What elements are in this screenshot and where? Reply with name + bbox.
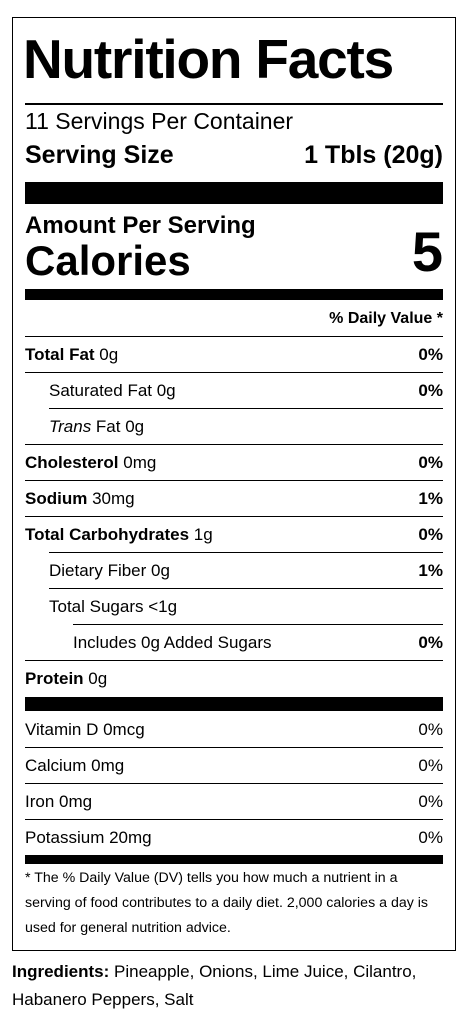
row-divider bbox=[25, 516, 443, 517]
daily-value-footnote: * The % Daily Value (DV) tells you how much a nutrient in a serving of food contributes to a daily diet. 2,000 calories a day is used for general nutrition advice. bbox=[25, 870, 428, 936]
nutrient-name: Total Sugars <1g bbox=[49, 597, 178, 616]
nutrient-dv: 0% bbox=[418, 525, 443, 544]
nutrient-dv: 0% bbox=[418, 345, 443, 364]
serving-size bbox=[25, 141, 443, 170]
nutrient-name: Trans Fat 0g bbox=[49, 417, 145, 436]
nutrient-row-sodium bbox=[25, 480, 443, 516]
vitamin-dv: 0% bbox=[418, 792, 443, 811]
nutrient-dv: 0% bbox=[418, 633, 443, 652]
nutrient-name: Saturated Fat 0g bbox=[49, 381, 176, 400]
nutrient-dv: 0% bbox=[418, 453, 443, 472]
vitamin-name: Calcium 0mg bbox=[25, 756, 125, 775]
serving-size-label: Serving Size bbox=[25, 141, 174, 169]
vitamin-name: Iron 0mg bbox=[25, 792, 93, 811]
row-divider bbox=[25, 372, 443, 373]
servings-per-container: 11 Servings Per Container bbox=[25, 108, 294, 134]
row-divider bbox=[25, 660, 443, 661]
thick-divider-footnote bbox=[25, 855, 443, 864]
nutrient-row-total-sugars bbox=[25, 588, 443, 624]
nutrient-name: Sodium 30mg bbox=[25, 489, 135, 508]
nutrient-row-total-carbohydrates bbox=[25, 516, 443, 552]
nutrient-name: Total Fat 0g bbox=[25, 345, 119, 364]
calories-label: Calories bbox=[25, 237, 191, 284]
nutrient-row-protein bbox=[25, 660, 443, 696]
row-divider bbox=[49, 552, 443, 553]
nutrient-row-saturated-fat bbox=[25, 372, 443, 408]
nutrient-name: Total Carbohydrates 1g bbox=[25, 525, 213, 544]
vitamin-dv: 0% bbox=[418, 756, 443, 775]
row-divider bbox=[73, 624, 443, 625]
nutrient-dv: 0% bbox=[418, 381, 443, 400]
nutrient-row-total-fat bbox=[25, 336, 443, 372]
vitamin-row-vitamin-d bbox=[25, 711, 443, 747]
calories-value: 5 bbox=[411, 220, 443, 283]
serving-size-value: 1 Tbls (20g) bbox=[304, 141, 443, 169]
panel-title: Nutrition Facts bbox=[23, 28, 394, 90]
nutrient-dv: 1% bbox=[418, 561, 443, 580]
nutrient-row-cholesterol bbox=[25, 444, 443, 480]
nutrient-row-dietary-fiber bbox=[25, 552, 443, 588]
thick-divider-calories bbox=[25, 289, 443, 300]
ingredients-statement bbox=[12, 958, 462, 1014]
row-divider bbox=[49, 588, 443, 589]
title-divider bbox=[25, 103, 443, 105]
nutrient-name: Dietary Fiber 0g bbox=[49, 561, 170, 580]
vitamin-dv: 0% bbox=[418, 828, 443, 847]
nutrition-facts-panel bbox=[12, 17, 456, 951]
nutrient-dv: 1% bbox=[418, 489, 443, 508]
row-divider bbox=[25, 444, 443, 445]
vitamin-dv: 0% bbox=[418, 720, 443, 739]
nutrient-row-added-sugars bbox=[25, 624, 443, 660]
row-divider bbox=[25, 819, 443, 820]
nutrient-name: Includes 0g Added Sugars bbox=[73, 633, 272, 652]
amount-per-serving: Amount Per Serving bbox=[25, 212, 256, 239]
row-divider bbox=[25, 336, 443, 337]
thick-divider-vitamins bbox=[25, 697, 443, 711]
vitamin-name: Potassium 20mg bbox=[25, 828, 152, 847]
row-divider bbox=[25, 783, 443, 784]
vitamin-row-potassium bbox=[25, 819, 443, 855]
panel-content bbox=[25, 18, 443, 950]
row-divider bbox=[25, 480, 443, 481]
vitamin-row-iron bbox=[25, 783, 443, 819]
nutrient-row-trans-fat bbox=[25, 408, 443, 444]
daily-value-header: % Daily Value * bbox=[329, 310, 443, 327]
nutrient-name: Cholesterol 0mg bbox=[25, 453, 157, 472]
vitamin-row-calcium bbox=[25, 747, 443, 783]
ingredients-label: Ingredients: bbox=[12, 962, 110, 981]
row-divider bbox=[25, 747, 443, 748]
vitamin-name: Vitamin D 0mcg bbox=[25, 720, 145, 739]
thick-divider-top bbox=[25, 182, 443, 204]
ingredients-list: Pineapple, Onions, Lime Juice, Cilantro, Habanero Peppers, Salt bbox=[12, 962, 417, 1009]
row-divider bbox=[49, 408, 443, 409]
nutrient-name: Protein 0g bbox=[25, 669, 108, 688]
